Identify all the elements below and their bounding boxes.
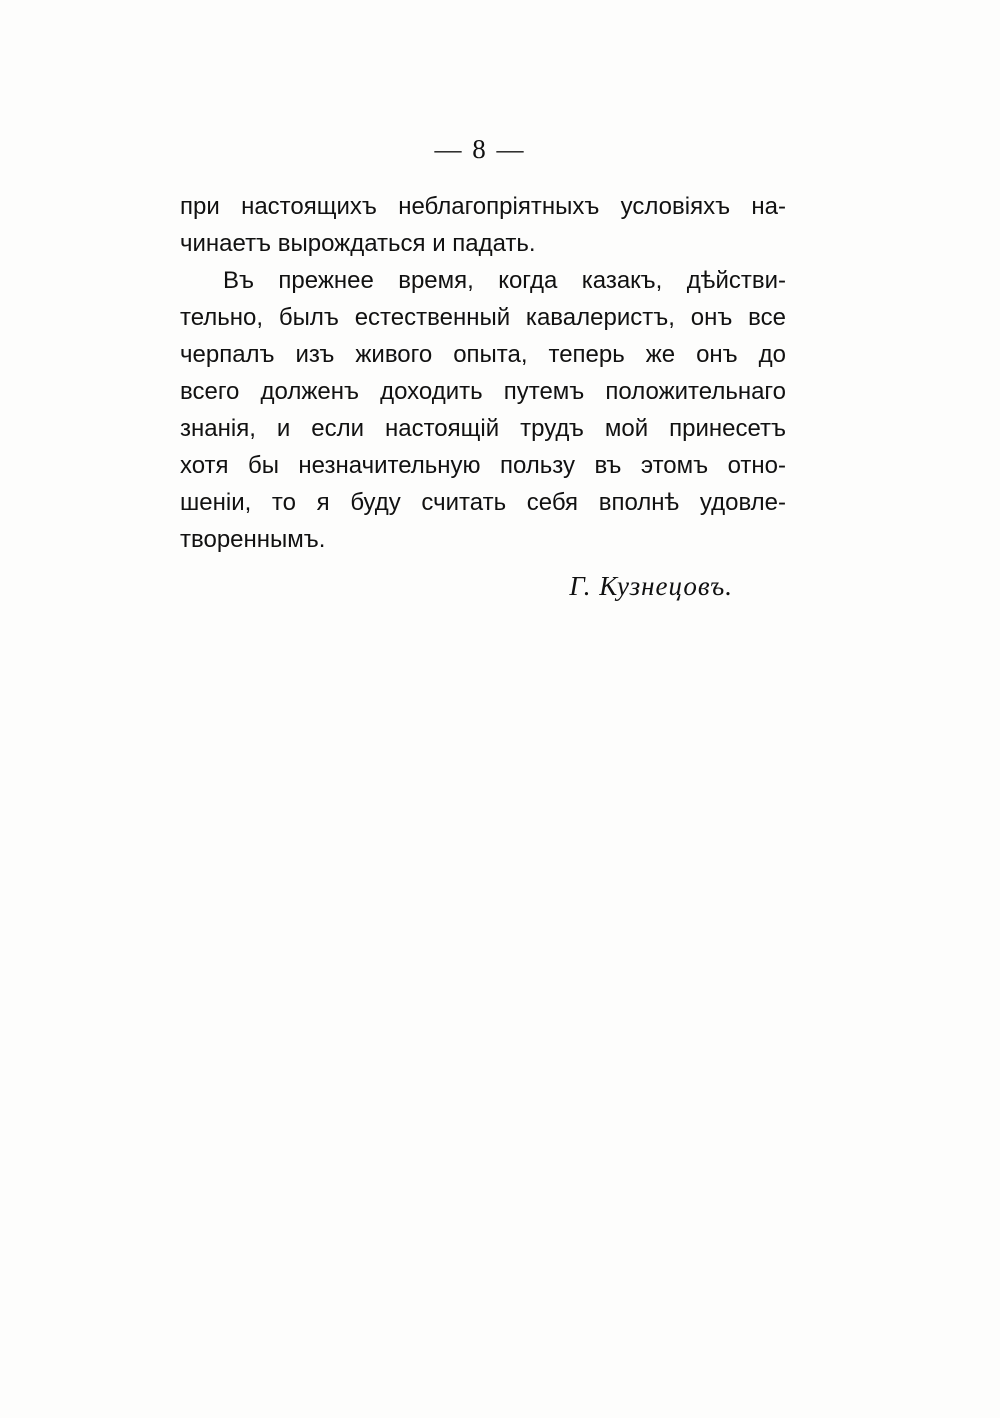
author-signature: Г. Кузнецовъ. [569,571,733,601]
body-text [180,188,786,558]
paragraph-2 [180,262,786,558]
text-line: всего долженъ доходить путемъ положительнаго [180,378,786,405]
text-line: Въ прежнее время, когда казакъ, дѣйстви- [223,267,786,294]
text-line: черпалъ изъ живого опыта, теперь же онъ до [180,341,786,368]
text-line: хотя бы незначительную пользу въ этомъ отно- [180,452,786,479]
text-line: при настоящихъ неблагопріятныхъ условіяхъ на- [180,193,786,220]
text-line: чинаетъ вырождаться и падать. [180,230,536,257]
paragraph-1 [180,188,786,262]
text-line: шеніи, то я буду считать себя вполнѣ удовле- [180,489,786,516]
page-number: — 8 — [434,134,526,164]
text-line: знанія, и если настоящій трудъ мой принесетъ [180,415,786,442]
text-line: тельно, былъ естественный кавалеристъ, онъ все [180,304,786,331]
text-line: твореннымъ. [180,526,326,553]
